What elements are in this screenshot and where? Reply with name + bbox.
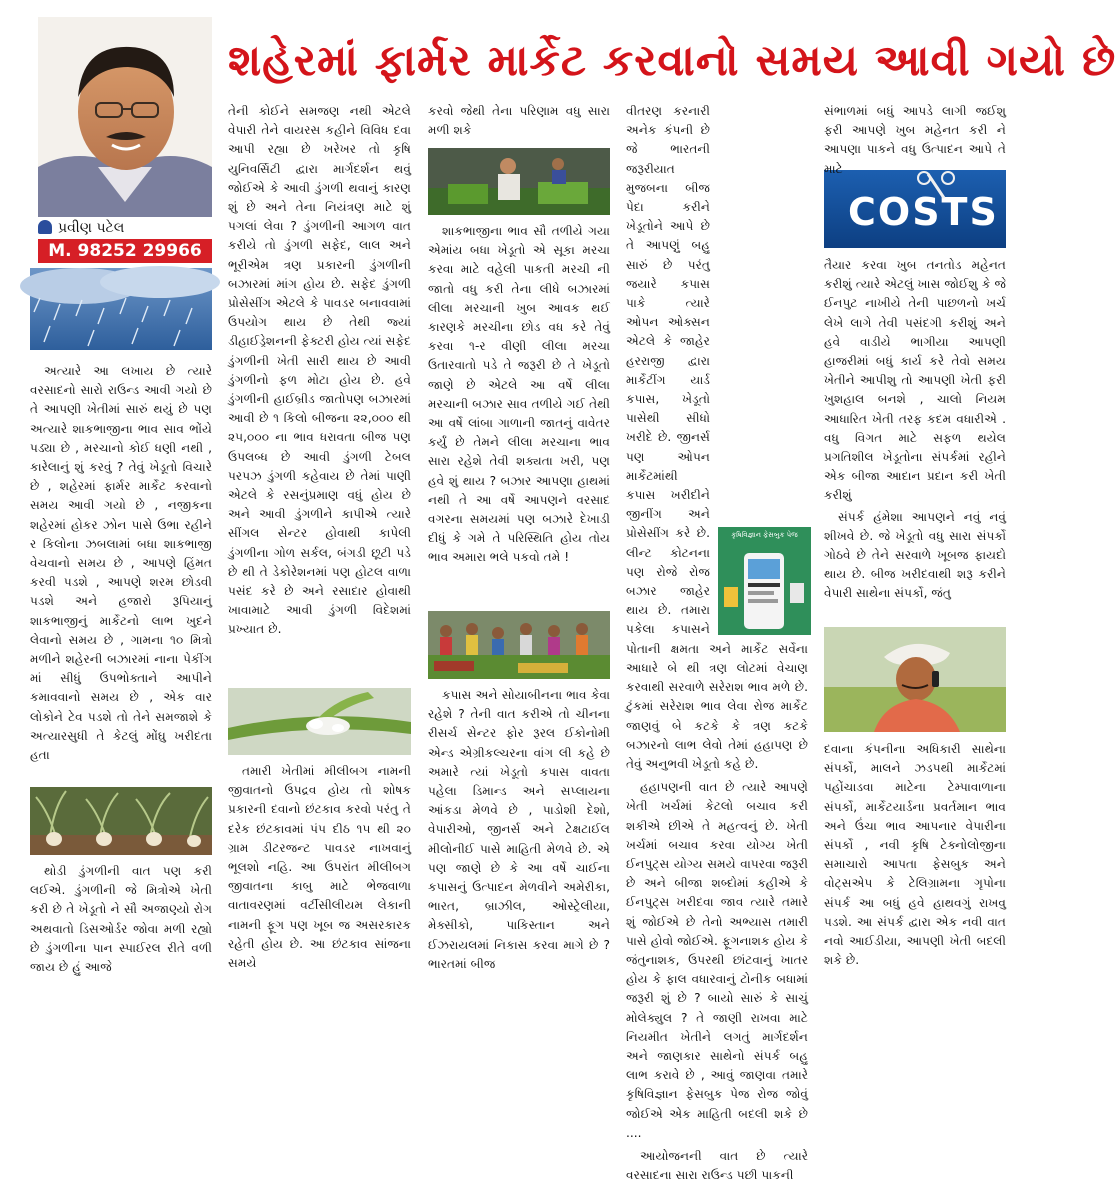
paragraph: દવાના કંપનીના અધિકારી સાથેના સંપર્કો, માલને ઝડપથી માર્કેટમાં પહોંચાડવા માટેના ટેમ્પાવાળાના સંપર્કો, માર્કેટયાર્ડના પ્રવર્તમાન ભાવ અને ઉંચા ભાવ આપનાર વેપારીના સંપર્કો , નવી કૃષિ ટેક્નોલોજીના સમાચારો આપતા ફેસબુક અને વોટ્સએપ કે ટેલિગ્રામના ગૃપોના સંપર્ક આ બધું હવે હાથવગું રાખવુ પડશે. આ સંપર્ક દ્વારા એક નવી વાત નવો આઈડીયા, આપણી ખેતી બદલી શકે છે. [824,742,1006,968]
paragraph: અત્યારે આ લખાય છે ત્યારે વરસાદનો સારો રાઉન્ડ આવી ગયો છે તે આપણી ખેતીમાં સારું થયું છે પણ અત્યારે શાકભાજીના ભાવ સાવ ભોંયે પડ્યા છે , મરચાનો કોઈ ધણી નથી , કારેલાનું શું કરવું ? તેવું ખેડૂતો વિચારે છે , શહેરમાં ફાર્મર માર્કેટ કરવાનો સમય આવી ગયો છે , નજીકના શહેરમાં હોકર ઝોન પાસે ઉભા રહીને ર કિલોના ઝબલામાં બધા શાકભાજી વેચવાનો સમય છે , આપણે હિંમત કરવી પડશે , આપણે શરમ છોડવી પડશે અને હજારો રૂપિયાનું શાકભાજીનું માર્કેટનો લાભ ખુદને લેવાનો સમય છે , ગામના ૧૦ મિત્રો મળીને શહેરની બઝારમાં નાના પેકીંગ માં સીધું ઉપભોક્તાને આપીને કમાવવાનો સમય છે , એક વાર લોકોને ટેવ પડશે તો તેને સમજાશે કે અત્યારસુધી તે કેટલું મોંઘુ ખરીદતા હતા [30,364,212,763]
crowded-market-image [428,611,610,679]
column-1-bottom [30,862,212,1012]
column-3-middle [428,222,610,608]
column-5-top [824,102,1006,176]
headline: શહેરમાં ફાર્મર માર્કેટ કરવાનો સમય આવી ગયો છે [228,36,1116,86]
costs-image [824,170,1006,248]
vegetable-market-image [428,148,610,215]
costs-label: COSTS [848,190,999,234]
paragraph: હહાપણની વાત છે ત્યારે આપણે ખેતી ખર્ચમાં કેટલો બચાવ કરી શકીએ છીએ તે મહત્વનું છે. ખેતી ખર્ચમાં બચાવ કરવા યોગ્ય ખેતી ઈનપુટ્સ યોગ્ય સમયે વાપરવા જરૂરી છે અને બીજા શબ્દોમાં કહીએ કે ઈનપુટ્સ ખરીદવા જાવ ત્યારે તમારે શું જોઈએ છે તેનો અભ્યાસ તમારી પાસે હોવો જોઈએ. ફૂગનાશક હોય કે જંતુનાશક, ઉપરથી છાંટવાનું ખાતર હોય કે ફાલ વધારવાનું ટોનીક બધામાં જરૂરી શું છે ? બાયો સારું કે સાચું મોલેક્યુલ ? તે જાણી રાખવા માટે નિયમીત ખેતીને લગતું માર્ગદર્શન અને જાણકાર સાથેનો સંપર્ક બહુ લાભ કરાવે છે , આવું જાણવા તમારે કૃષિવિજ્ઞાન ફેસબુક પેજ રોજ જોવું જોઈએ એક માહિતી બદલી શકે છે .... [626,780,808,1140]
paragraph: સંપર્ક હંમેશા આપણને નવું નવું શીખવે છે. જે ખેડૂતો વધુ સારા સંપર્કો ગોઠવે છે તેને સરવાળે ખૂબજ ફાયદો થાય છે. બીજ ખરીદવાથી શરૂ કરીને વેપારી સાથેના સંપર્કો, જંતુ [824,509,1006,601]
paragraph: વીતરણ કરનારી અનેક કંપની છે જે ભારતની જરૂરીયાત મુજબના બીજ પેદા કરીને ખેડૂતોને આપે છે તે આપણું બહુ સારું છે પરંતુ જયારે કપાસ પાકે ત્યારે ઓપન ઓક્સન એટલે કે જાહેર હરરાજી દ્વારા માર્કેટીંગ યાર્ડ કપાસ, ખેડૂતો પાસેથી સીધો ખરીદે છે. જીનર્સ પણ ઓપન માર્કેટમાંથી કપાસ ખરીદીને જીનીંગ અને પ્રોસેસીંગ કરે છે. લીન્ટ કોટનના પણ રોજે રોજ બઝાર જાહેર થાય છે. તમારા પકેલા કપાસને પોતાની ક્ષમતા અને માર્કેટ સર્વેના આધારે બે થી ત્રણ લોટમાં વેચાણ કરવાથી સરવાળે સરેરાશ ભાવ મળે છે. ટુંકમાં સરેરાશ ભાવ લેવા રોજ માર્કેટ જાણવું બે કટકે કે ત્રણ કટકે બઝારનો લાભ લેવો તેમાં હહાપણ છે તેવું અનુભવી ખેડૂતો કહે છે. [626,104,808,771]
paragraph: શાકભાજીના ભાવ સૌ તળીયે ગયા એમાંય બધા ખેડૂતો એ સૂકા મરચા કરવા માટે વહેલી પાકતી મરચી ની જાતો વધુ કરી તેના લીધે બઝારમાં લીલા મરચાની ખુબ આવક થઈ કારણકે મરચીના છોડ વધ કરે તેવું કરવા ૧-ર વીણી લીલા મરચા ઉતારવાતો પડે તે જરૂરી છે તે ખેડૂતો જાણે છે એટલે આ વર્ષે લીલા મરચાની બઝાર સાવ તળીયે ગઈ તેથી આ વર્ષે લાંબા ગાળાની જાતનું વાવેતર કર્યું છે તેમને લીલા મરચાના ભાવ સારા રહેશે તેવી શક્યતા ખરી, પણ હવે શું થાય ? બઝાર આપણા હાથમાં નથી તે આ વર્ષે આપણને વરસાદ વગરના સમયમાં પણ બઝારે દેખાડી દીધું કે ગમે તે પરિસ્થિતિ હોય તોય ભાવ અમારા ભલે પકવો તમે ! [428,224,610,565]
paragraph: આયોજનની વાત છે ત્યારે વરસાદના સારા રાઉન્ડ પછી પાકની [626,1148,808,1183]
mealybug-image [228,688,411,755]
rain-image [30,268,212,350]
author-phone: M. 98252 29966 [38,239,212,263]
paragraph: તેની કોઈને સમજણ નથી એટલે વેપારી તેને વાયરસ કહીને વિવિધ દવા આપી રહ્યા છે ખરેખર તો કૃષિ યુનિવર્સિટી દ્વારા માર્ગદર્શન થવું જોઈએ કે આવી ડુંગળી થવાનું કારણ શું છે અને તેના નિયંત્રણ માટે શું પગલાં લેવા ? ડુંગળીની આગળ વાત કરીયે તો ડુંગળી સફેદ, લાલ અને ભૂરીએમ ત્રણ પ્રકારની ડુંગળીની બઝારમાં માંગ હોય છે. સફેદ ડુંગળી પ્રોસેસીંગ એટલે કે પાવડર બનાવવામાં ઉપયોગ થાય છે તેથી જ્યાં ડીહાઈડ્રેશનની ફેક્ટરી હોય ત્યાં સફેદ ડુંગળીની ખેતી સારી થાય છે આવી ડુંગળીનો ફળ મોટા હોય છે. હવે ડુંગળીની હાઈબ્રીડ જાતોપણ બઝારમાં આવી છે ૧ કિલો બીજના ૨૨,૦૦૦ થી ૨૫,૦૦૦ ના ભાવ ધરાવતા બીજ પણ ઉપલબ્ધ છે આવી ડુંગળી ટેબલ પરપઝ ડુંગળી કહેવાય છે તેમાં પાણી એટલે કે રસનુંપ્રમાણ વધું હોય છે અને આવી ડુંગળીને કાપીએ ત્યારે સીંગલ સેન્ટર હોવાથી કાપેલી ડુંગળીના ગોળ સર્કલ, બંગડી છૂટી પડે છે થી તે ડેકોરેશનમાં પણ હોટલ વાળા પસંદ કરે છે અને રસાદાર હોવાથી ખાવામાટે આવી ડુંગળી વિદેશમાં પ્રખ્યાત છે. [228,104,411,637]
paragraph: તમારી ખેતીમાં મીલીબગ નામની જીવાતનો ઉપદ્રવ હોય તો શોષક પ્રકારની દવાનો છંટકાવ કરવો પરંતુ તે દરેક છંટકાવમાં પંપ દીઠ ૧૫ થી ૨૦ ગ્રામ ડીટરજન્ટ પાવડર નાખવાનું ભૂલશો નહિ. આ ઉપરાંત મીલીબગ જીવાતના કાબુ માટે ભેજવાળા વાતાવરણમાં વર્ટીસીલીયમ લેકાની નામની ફૂગ પણ ખૂબ જ અસરકારક રહેતી હોય છે. આ છંટકાવ સાંજના સમયે [228,764,411,971]
author-photo [38,17,212,217]
user-icon [38,220,52,234]
onion-field-image [30,787,212,855]
column-5-middle [824,256,1006,622]
paragraph: થોડી ડુંગળીની વાત પણ કરી લઈએ. ડુંગળીની જે મિત્રોએ ખેતી કરી છે તે ખેડૂતો ને સૌ અજાણ્યો રોગ અથવાતો ડિસઓર્ડર જોવા મળી રહ્યો છે ડુંગળીના પાન સ્પાઈરલ રીતે વળી જાય છે હું આજે [30,864,212,975]
paragraph: તૈયાર કરવા ખુબ તનતોડ મહેનત કરીશું ત્યારે એટલું ખાસ જોઈશુ કે જે ઈનપુટ નાખીયે તેની પાછળનો ખર્ચ લેખે લાગે તેવી પસંદગી કરીશું અને હવે વાડીયે ભાગીયા આપણી હાજરીમાં બધું કાર્ય કરે તેવો સમય ખેતીને આપીશુ તો આપણી ખેતી ફરી ખુશહાલ બનશે , ચાલો નિયમ આધારિત ખેતી તરફ કદમ વધારીએ . વધુ વિગત માટે સફળ થયેલ પ્રગતિશીલ ખેડૂતોના સંપર્કમાં રહીને એક બીજા આદાન પ્રદાન કરી ખેતી કરીશું [824,258,1006,503]
paragraph: કપાસ અને સોયાબીનના ભાવ કેવા રહેશે ? તેની વાત કરીએ તો ચીનના રીસર્ચ સેન્ટર ફોર રૂરલ ઈકોનોમી એન્ડ એગ્રીકલ્ચરના વાંગ લી કહે છે અમારે ત્યાં ખેડૂતો કપાસ વાવતા પહેલા ડિમાન્ડ અને સપ્લાયના આંકડા મેળવે છે , પાડોશી દેશો, વેપારીઓ, જીનર્સ અને ટેક્ષટાઈલ મીલોનીઈ પાસે માહિતી મેળવે છે. એ પણ જાણે છે કે આ વર્ષે ચાઈના કપાસનું ઉત્પાદન મેળવીને અમેરીકા, ભારત, બ્રાઝીલ, ઓસ્ટ્રેલીયા, મેક્સીકો, પાકિસ્તાન અને ઈઝરાયલમાં નિકાસ કરવા માગે છે ? ભારતમાં બીજ [428,688,610,971]
facebook-page-card-title: કૃષિવિજ્ઞાન ફેસબુક પેજ [731,531,798,539]
column-3-top [428,102,610,146]
column-5-bottom [824,740,1006,1012]
column-1-top [30,362,212,784]
author-name: પ્રવીણ પટેલ [58,220,125,236]
paragraph: કરવો જેથી તેના પરિણામ વધુ સારા મળી શકે [428,104,610,138]
farmer-phone-image [824,627,1006,732]
column-3-bottom [428,686,610,1012]
column-4 [626,102,808,1183]
paragraph: સંભાળમાં બધું આપડે લાગી જઈશુ ફરી આપણે ખુબ મહેનત કરી ને આપણા પાકને વધુ ઉત્પાદન આપે તે માટે [824,104,1006,176]
column-2-top [228,102,411,686]
author-name-bar [38,217,212,239]
column-2-bottom [228,762,411,1012]
